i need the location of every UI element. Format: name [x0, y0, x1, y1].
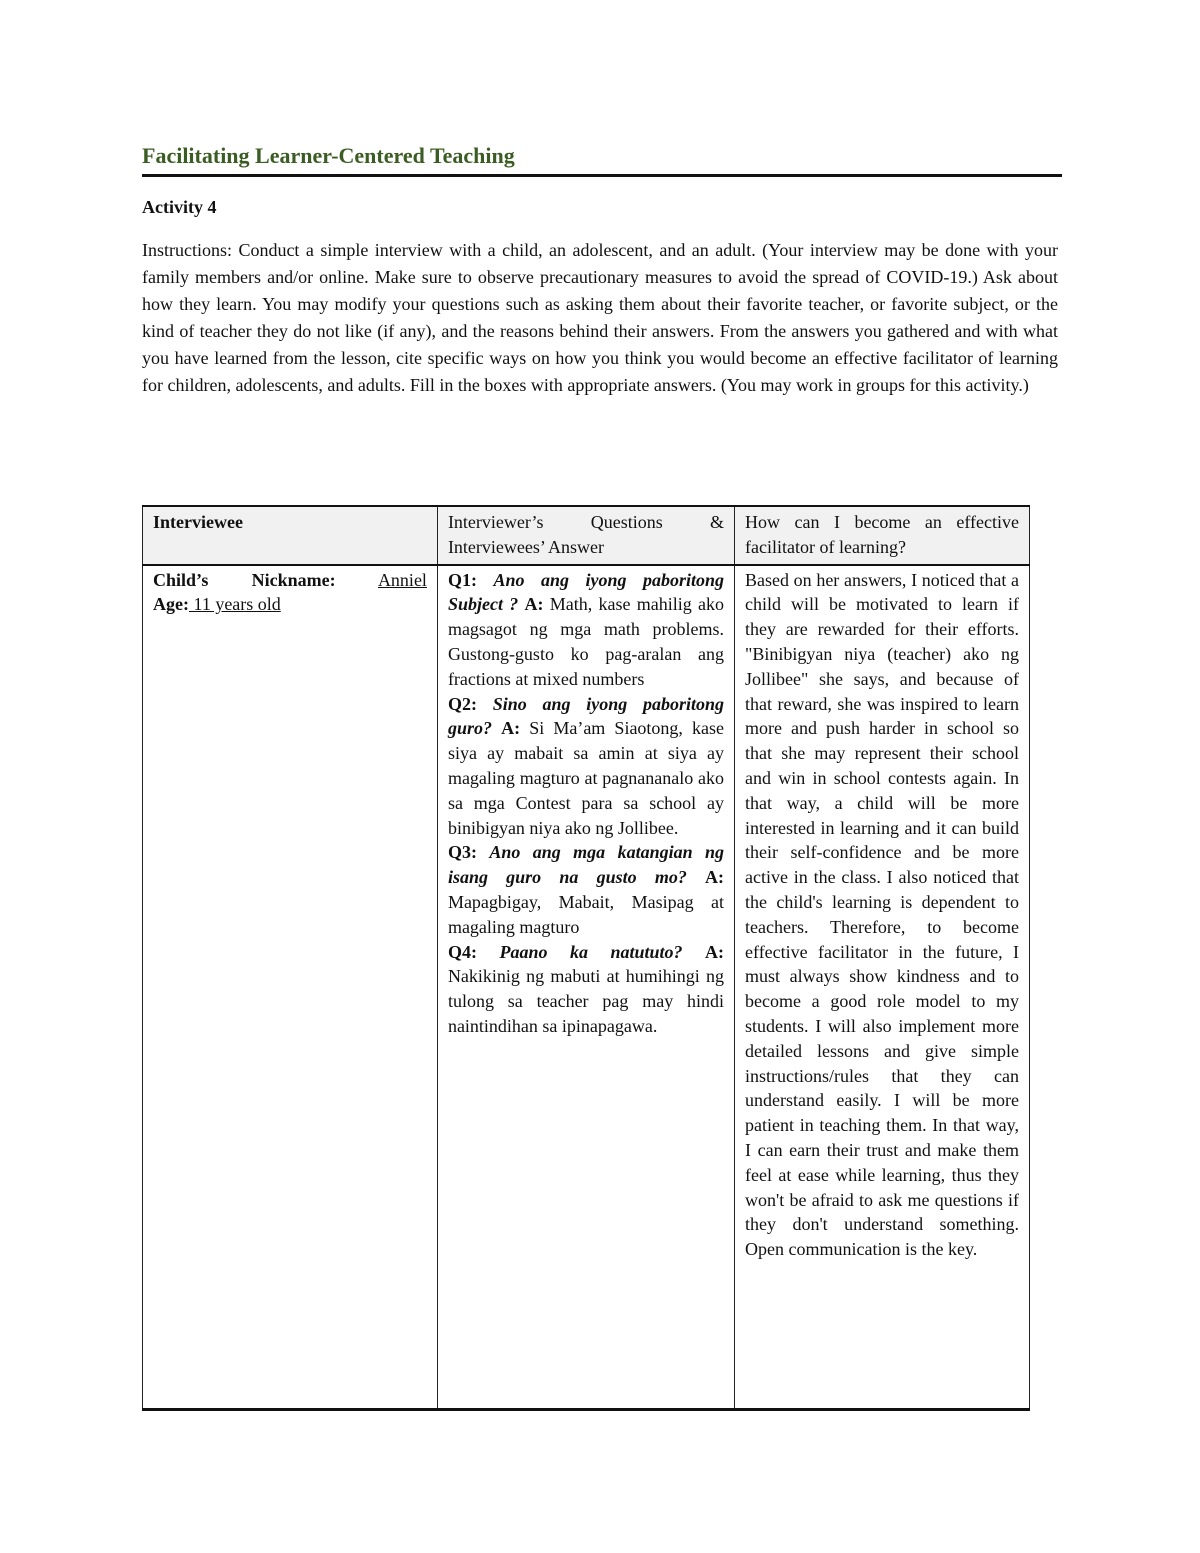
qa-item [448, 692, 724, 841]
child-nickname-label: Child’s Nickname: [153, 569, 336, 590]
question-label: Q4: [447, 941, 477, 962]
child-age-value: 11 years old [188, 594, 281, 615]
document-page [142, 140, 1062, 398]
question-label: Q1: [447, 569, 477, 590]
cell-reflection [735, 565, 1030, 1410]
instructions-paragraph: Instructions: Conduct a simple interview with a child, an adolescent, and an adult. (Your interview may be done with your family members and/or online. Make sure to observe precautionary measures to avoid the spread of COVID-19.) Ask about how they learn. You may modify your questions such as asking them about their favorite teacher, or favorite subject, or the kind of teacher they do not like (if any), and the reasons behind their answers. From the answers you gathered and with what you have learned from the lesson, cite specific ways on how you think you would become an effective facilitator of learning for children, adolescents, and adults. Fill in the boxes with appropriate answers. (You may work in groups for this activity.) [142, 240, 1058, 395]
question-text: Ano ang iyong paboritong Subject ? [447, 569, 725, 615]
title-divider [142, 174, 1062, 177]
header-interviewee-label: Interviewee [153, 512, 243, 532]
question-label: Q3: [447, 842, 477, 863]
answer-text: Nakikinig ng mabuti at humihingi ng tulong sa teacher pag may hindi naintindihan sa ipinapagawa. [447, 966, 725, 1036]
child-age-label: Age: [153, 594, 189, 615]
child-nickname-line [153, 568, 427, 593]
answer-text: Mapagbigay, Mabait, Masipag at magaling magturo [447, 891, 725, 937]
answer-label: A: [705, 941, 725, 962]
question-text: Sino ang iyong paboritong guro? [447, 693, 725, 739]
table-header-row [143, 506, 1030, 565]
answer-text: Math, kase mahilig ako magsagot ng mga math problems. Gustong-gusto ko pag-aralan ang fractions at mixed numbers [447, 594, 725, 689]
table-row-child [143, 565, 1030, 1410]
header-effective-label: How can I become an effective facilitator of learning? [745, 512, 1019, 557]
question-label: Q2: [447, 693, 477, 714]
header-questions [437, 506, 734, 565]
reflection-text: Based on her answers, I noticed that a child will be motivated to learn if they are rewarded for their efforts. "Binibigyan niya (teacher) ako ng Jollibee" she says, and because of that reward, she was inspired to learn more and push harder in school so that she may represent their school and win in school contests again. In that way, a child will be more interested in learning and it can build their self-confidence and be more active in the class. I also noticed that the child's learning is dependent to teachers. Therefore, to become effective facilitator in the future, I must always show kindness and to become a good role model to my students. I will also implement more detailed lessons and give simple instructions/rules that they can understand easily. I will be more patient in teaching them. In that way, I can earn their trust and make them feel at ease while learning, thus they won't be afraid to ask me questions if they don't understand something. Open communication is the key. [745, 569, 1019, 1260]
answer-text: Si Ma’am Siaotong, kase siya ay mabait sa amin at siya ay magaling magturo at pagnananalo ako sa mga Contest para sa school ay binibigyan niya ako ng Jollibee. [447, 718, 725, 838]
child-age-line [153, 592, 427, 617]
answer-label: A: [524, 594, 544, 615]
cell-questions-answers [437, 565, 734, 1410]
qa-item [448, 840, 724, 939]
qa-item [448, 940, 724, 1039]
document-title: Facilitating Learner-Centered Teaching [142, 143, 515, 168]
question-text: Ano ang mga katangian ng isang guro na gusto mo? [447, 842, 725, 888]
activity-heading: Activity 4 [142, 197, 217, 217]
answer-label: A: [501, 718, 521, 739]
answer-label: A: [705, 867, 725, 888]
header-questions-label: Interviewer’s Questions & Interviewees’ Answer [447, 512, 725, 557]
header-interviewee [143, 506, 438, 565]
cell-interviewee [143, 565, 438, 1410]
qa-item [448, 568, 724, 692]
question-text: Paano ka natututo? [499, 941, 683, 962]
header-effective [735, 506, 1030, 565]
interview-table [142, 505, 1030, 1411]
child-nickname-value: Anniel [377, 569, 427, 590]
